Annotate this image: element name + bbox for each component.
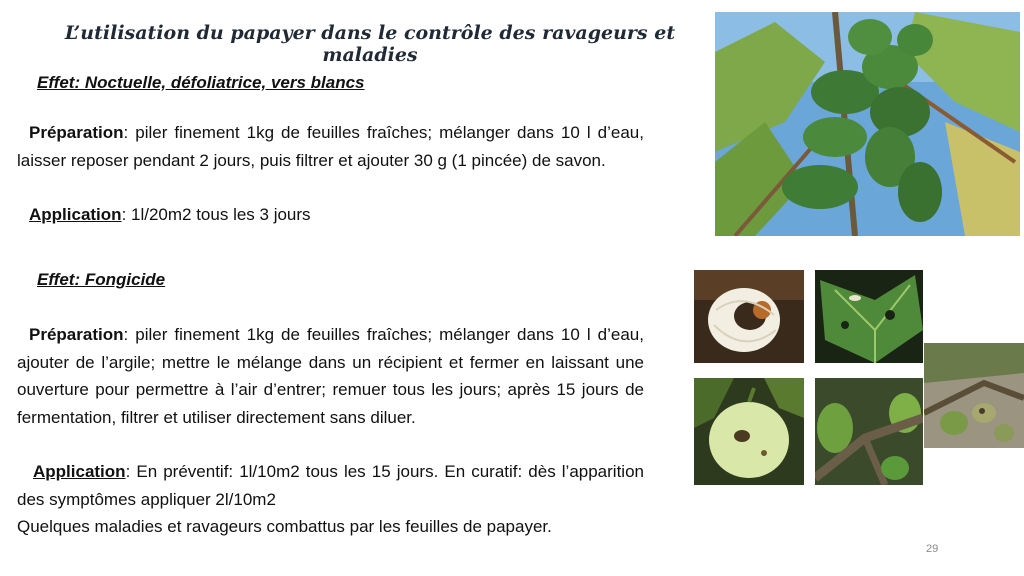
diseased-fruit-photo [694,378,804,485]
application-paragraph-2 [17,458,644,513]
application-text: : En préventif: 1l/10m2 tous les 15 jours. En curatif: dès l’apparition des symptômes appliquer 2l/10m2 [17,462,644,509]
application-label: Application [29,205,122,224]
preparation-text: : piler finement 1kg de feuilles fraîches; mélanger dans 10 l d’eau, ajouter de l’argile; mettre le mélange dans un récipient et fermer en laissant une ouverture pour permettre à l’air d’entrer; remuer tous les jours; après 15 jours de fermentation, filtrer et utiliser directement sans diluer. [17,325,644,427]
preparation-label: Préparation [29,325,124,344]
effect-heading-fungicide: Effet: Fongicide [37,270,166,289]
page-number: 29 [926,543,939,555]
application-paragraph-1 [17,201,644,229]
leaf-caterpillar-photo [815,270,923,363]
effect-heading-pests: Effet: Noctuelle, défoliatrice, vers blancs [37,73,365,92]
white-grub-photo [694,270,804,363]
spotted-fruit-photo [924,343,1024,448]
preparation-paragraph-2 [17,321,644,431]
infested-stem-photo [815,378,923,485]
preparation-paragraph-1 [17,119,644,174]
slide-title: L’utilisation du papayer dans le contrôle des ravageurs et maladies [64,22,676,66]
application-label: Application [33,462,126,481]
preparation-text: : piler finement 1kg de feuilles fraîches; mélanger dans 10 l d’eau, laisser reposer pendant 2 jours, puis filtrer et ajouter 30 g (1 pincée) de savon. [17,123,644,170]
caption-text: Quelques maladies et ravageurs combattus par les feuilles de papayer. [17,517,552,536]
papaya-tree-photo [715,12,1020,236]
preparation-label: Préparation [29,123,124,142]
application-text: : 1l/20m2 tous les 3 jours [121,205,311,224]
